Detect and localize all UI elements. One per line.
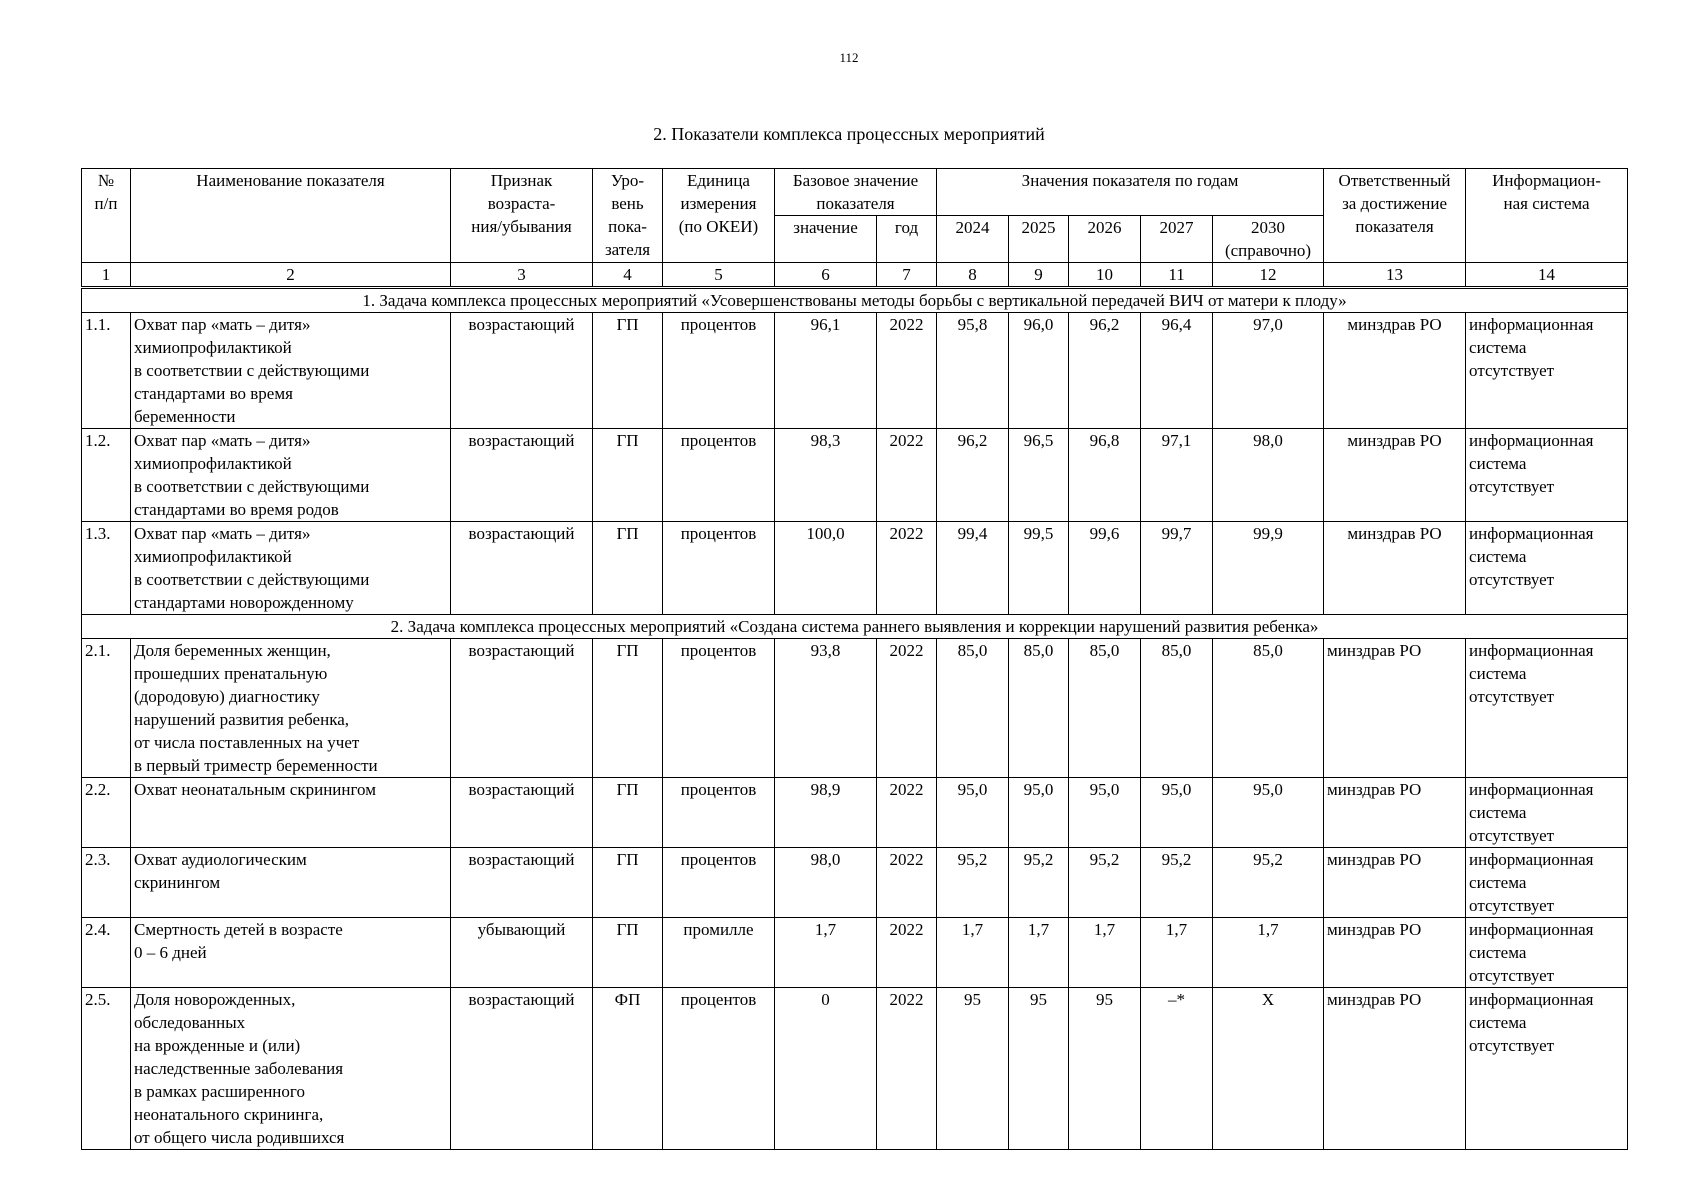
value-2024: 95,8 xyxy=(937,313,1009,429)
value-2027: 95,2 xyxy=(1141,848,1213,918)
value-2026: 99,6 xyxy=(1069,522,1141,615)
column-number: 5 xyxy=(663,263,775,288)
section-title: 2. Задача комплекса процессных мероприятий «Создана система раннего выявления и коррекции нарушений развития ребенка» xyxy=(82,615,1628,639)
table-header xyxy=(82,169,1628,288)
trend-sign: возрастающий xyxy=(451,522,593,615)
responsible: минздрав РО xyxy=(1324,918,1466,988)
trend-sign: возрастающий xyxy=(451,988,593,1150)
indicator-name: Охват пар «мать – дитя» химиопрофилактикой в соответствии с действующими стандартами во время беременности xyxy=(131,313,451,429)
table-row xyxy=(82,778,1628,848)
unit: процентов xyxy=(663,848,775,918)
column-number-row xyxy=(82,263,1628,288)
header-level: Уро- вень пока- зателя xyxy=(593,169,663,263)
indicators-table xyxy=(81,168,1628,1150)
base-year: 2022 xyxy=(877,988,937,1150)
info-system: информационная система отсутствует xyxy=(1466,313,1628,429)
base-value: 100,0 xyxy=(775,522,877,615)
table-row xyxy=(82,988,1628,1150)
responsible: минздрав РО xyxy=(1324,639,1466,778)
value-2027: 85,0 xyxy=(1141,639,1213,778)
document-title: 2. Показатели комплекса процессных мероприятий xyxy=(653,124,1045,144)
info-system: информационная система отсутствует xyxy=(1466,988,1628,1150)
value-2025: 96,5 xyxy=(1009,429,1069,522)
unit: процентов xyxy=(663,313,775,429)
base-year: 2022 xyxy=(877,778,937,848)
column-number: 11 xyxy=(1141,263,1213,288)
value-2024: 99,4 xyxy=(937,522,1009,615)
column-number: 3 xyxy=(451,263,593,288)
row-number: 2.4. xyxy=(82,918,131,988)
value-2026: 95,2 xyxy=(1069,848,1141,918)
unit: процентов xyxy=(663,639,775,778)
value-2025: 99,5 xyxy=(1009,522,1069,615)
header-year-2030: 2030 (справочно) xyxy=(1213,216,1324,263)
row-number: 2.5. xyxy=(82,988,131,1150)
value-2025: 95,0 xyxy=(1009,778,1069,848)
base-year: 2022 xyxy=(877,639,937,778)
column-number: 14 xyxy=(1466,263,1628,288)
value-2026: 1,7 xyxy=(1069,918,1141,988)
value-2026: 95,0 xyxy=(1069,778,1141,848)
row-number: 2.2. xyxy=(82,778,131,848)
base-year: 2022 xyxy=(877,848,937,918)
header-info-system: Информацион- ная система xyxy=(1466,169,1628,263)
value-2027: 1,7 xyxy=(1141,918,1213,988)
value-2025: 1,7 xyxy=(1009,918,1069,988)
base-year: 2022 xyxy=(877,522,937,615)
row-number: 2.1. xyxy=(82,639,131,778)
responsible: минздрав РО xyxy=(1324,988,1466,1150)
row-number: 1.3. xyxy=(82,522,131,615)
header-year-2026: 2026 xyxy=(1069,216,1141,263)
header-unit: Единица измерения (по ОКЕИ) xyxy=(663,169,775,263)
value-2024: 95,0 xyxy=(937,778,1009,848)
info-system: информационная система отсутствует xyxy=(1466,778,1628,848)
header-num: № п/п xyxy=(82,169,131,263)
header-name: Наименование показателя xyxy=(131,169,451,263)
value-2030: 97,0 xyxy=(1213,313,1324,429)
indicator-name: Охват пар «мать – дитя» химиопрофилактикой в соответствии с действующими стандартами во время родов xyxy=(131,429,451,522)
value-2024: 85,0 xyxy=(937,639,1009,778)
value-2024: 1,7 xyxy=(937,918,1009,988)
value-2025: 96,0 xyxy=(1009,313,1069,429)
base-value: 1,7 xyxy=(775,918,877,988)
section-row xyxy=(82,288,1628,313)
indicator-name: Доля беременных женщин, прошедших пренатальную (дородовую) диагностику нарушений развития ребенка, от числа поставленных на учет в первый триместр беременности xyxy=(131,639,451,778)
value-2024: 95 xyxy=(937,988,1009,1150)
trend-sign: возрастающий xyxy=(451,639,593,778)
row-number: 1.1. xyxy=(82,313,131,429)
unit: процентов xyxy=(663,522,775,615)
column-number: 6 xyxy=(775,263,877,288)
value-2030: 99,9 xyxy=(1213,522,1324,615)
indicator-name: Смертность детей в возрасте 0 – 6 дней xyxy=(131,918,451,988)
table-body xyxy=(82,288,1628,1150)
value-2025: 95,2 xyxy=(1009,848,1069,918)
responsible: минздрав РО xyxy=(1324,313,1466,429)
table-row xyxy=(82,848,1628,918)
base-year: 2022 xyxy=(877,918,937,988)
header-sign: Признак возраста- ния/убывания xyxy=(451,169,593,263)
base-year: 2022 xyxy=(877,313,937,429)
value-2030: 95,0 xyxy=(1213,778,1324,848)
column-number: 8 xyxy=(937,263,1009,288)
indicator-level: ФП xyxy=(593,988,663,1150)
base-value: 96,1 xyxy=(775,313,877,429)
base-value: 98,9 xyxy=(775,778,877,848)
column-number: 13 xyxy=(1324,263,1466,288)
column-number: 7 xyxy=(877,263,937,288)
indicator-level: ГП xyxy=(593,429,663,522)
value-2027: –* xyxy=(1141,988,1213,1150)
indicator-level: ГП xyxy=(593,918,663,988)
indicator-name: Охват пар «мать – дитя» химиопрофилактикой в соответствии с действующими стандартами новорожденному xyxy=(131,522,451,615)
value-2026: 96,8 xyxy=(1069,429,1141,522)
indicator-name: Охват аудиологическим скринингом xyxy=(131,848,451,918)
indicator-name: Доля новорожденных, обследованных на врожденные и (или) наследственные заболевания в рамках расширенного неонатального скрининга, от общего числа родившихся xyxy=(131,988,451,1150)
table-row xyxy=(82,522,1628,615)
base-value: 0 xyxy=(775,988,877,1150)
header-base-year: год xyxy=(877,216,937,263)
value-2024: 95,2 xyxy=(937,848,1009,918)
column-number: 12 xyxy=(1213,263,1324,288)
indicator-level: ГП xyxy=(593,639,663,778)
info-system: информационная система отсутствует xyxy=(1466,918,1628,988)
responsible: минздрав РО xyxy=(1324,522,1466,615)
page-number: 112 xyxy=(839,50,859,65)
table-row xyxy=(82,918,1628,988)
value-2027: 97,1 xyxy=(1141,429,1213,522)
base-value: 98,3 xyxy=(775,429,877,522)
base-year: 2022 xyxy=(877,429,937,522)
header-base: Базовое значение показателя xyxy=(775,169,937,216)
value-2026: 95 xyxy=(1069,988,1141,1150)
indicator-level: ГП xyxy=(593,778,663,848)
trend-sign: убывающий xyxy=(451,918,593,988)
unit: процентов xyxy=(663,429,775,522)
value-2030: 95,2 xyxy=(1213,848,1324,918)
column-number: 2 xyxy=(131,263,451,288)
trend-sign: возрастающий xyxy=(451,429,593,522)
unit: процентов xyxy=(663,988,775,1150)
info-system: информационная система отсутствует xyxy=(1466,848,1628,918)
responsible: минздрав РО xyxy=(1324,848,1466,918)
value-2027: 96,4 xyxy=(1141,313,1213,429)
value-2030: 98,0 xyxy=(1213,429,1324,522)
trend-sign: возрастающий xyxy=(451,848,593,918)
header-responsible: Ответственный за достижение показателя xyxy=(1324,169,1466,263)
value-2026: 85,0 xyxy=(1069,639,1141,778)
header-year-2024: 2024 xyxy=(937,216,1009,263)
column-number: 1 xyxy=(82,263,131,288)
responsible: минздрав РО xyxy=(1324,429,1466,522)
value-2030: 1,7 xyxy=(1213,918,1324,988)
value-2025: 95 xyxy=(1009,988,1069,1150)
info-system: информационная система отсутствует xyxy=(1466,429,1628,522)
indicator-level: ГП xyxy=(593,313,663,429)
table-row xyxy=(82,639,1628,778)
table-row xyxy=(82,429,1628,522)
value-2025: 85,0 xyxy=(1009,639,1069,778)
responsible: минздрав РО xyxy=(1324,778,1466,848)
row-number: 1.2. xyxy=(82,429,131,522)
indicator-level: ГП xyxy=(593,522,663,615)
indicator-name: Охват неонатальным скринингом xyxy=(131,778,451,848)
section-row xyxy=(82,615,1628,639)
section-title: 1. Задача комплекса процессных мероприятий «Усовершенствованы методы борьбы с вертикальной передачей ВИЧ от матери к плоду» xyxy=(82,288,1628,313)
trend-sign: возрастающий xyxy=(451,778,593,848)
value-2030: Х xyxy=(1213,988,1324,1150)
header-base-value: значение xyxy=(775,216,877,263)
value-2027: 95,0 xyxy=(1141,778,1213,848)
info-system: информационная система отсутствует xyxy=(1466,522,1628,615)
value-2026: 96,2 xyxy=(1069,313,1141,429)
indicator-level: ГП xyxy=(593,848,663,918)
column-number: 4 xyxy=(593,263,663,288)
trend-sign: возрастающий xyxy=(451,313,593,429)
unit: процентов xyxy=(663,778,775,848)
table-row xyxy=(82,313,1628,429)
column-number: 10 xyxy=(1069,263,1141,288)
value-2027: 99,7 xyxy=(1141,522,1213,615)
header-year-2027: 2027 xyxy=(1141,216,1213,263)
header-years: Значения показателя по годам xyxy=(937,169,1324,216)
column-number: 9 xyxy=(1009,263,1069,288)
value-2030: 85,0 xyxy=(1213,639,1324,778)
value-2024: 96,2 xyxy=(937,429,1009,522)
row-number: 2.3. xyxy=(82,848,131,918)
base-value: 98,0 xyxy=(775,848,877,918)
header-year-2025: 2025 xyxy=(1009,216,1069,263)
info-system: информационная система отсутствует xyxy=(1466,639,1628,778)
unit: промилле xyxy=(663,918,775,988)
base-value: 93,8 xyxy=(775,639,877,778)
